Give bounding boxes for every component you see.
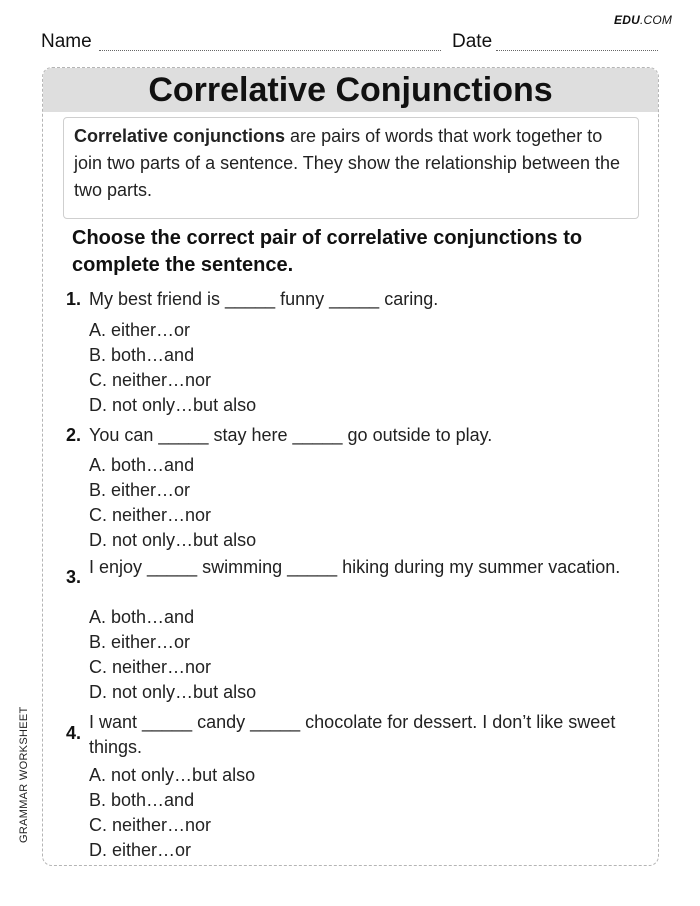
page-title: Correlative Conjunctions (148, 71, 553, 109)
answer-option[interactable]: D. not only…but also (89, 682, 257, 702)
answer-option[interactable]: D. not only…but also (89, 530, 257, 550)
question-text: My best friend is _____ funny _____ caring. (89, 289, 439, 309)
answer-option[interactable]: B. both…and (89, 345, 195, 365)
answer-option[interactable]: C. neither…nor (89, 657, 212, 677)
brand-logo (614, 13, 672, 27)
date-label: Date (452, 31, 493, 52)
question-text: I enjoy _____ swimming _____ hiking during my summer vacation. (89, 557, 621, 577)
intro-term: Correlative conjunctions (74, 126, 286, 146)
answer-option[interactable]: A. either…or (89, 320, 191, 340)
brand-suffix: .COM (639, 13, 673, 27)
brand-name: EDU (614, 13, 640, 27)
answer-option[interactable]: B. either…or (89, 632, 191, 652)
instruction-text: Choose the correct pair of correlative conjunctions to complete the sentence. (72, 227, 583, 276)
answer-option[interactable]: C. neither…nor (89, 505, 212, 525)
question-text: You can _____ stay here _____ go outside to play. (89, 425, 493, 445)
answer-option[interactable]: A. both…and (89, 455, 195, 475)
name-label: Name (41, 31, 92, 52)
question-number: 1. (66, 289, 82, 309)
question-number: 2. (66, 425, 82, 445)
date-field[interactable] (496, 50, 658, 51)
question-number: 4. (66, 723, 82, 743)
intro-box (63, 117, 639, 219)
name-field[interactable] (99, 50, 441, 51)
answer-option[interactable]: D. not only…but also (89, 395, 257, 415)
name-date-row (41, 30, 658, 54)
answer-option[interactable]: B. both…and (89, 790, 195, 810)
answer-option[interactable]: C. neither…nor (89, 370, 212, 390)
answer-option[interactable]: A. both…and (89, 607, 195, 627)
question-number: 3. (66, 567, 82, 587)
title-bar (43, 68, 658, 112)
answer-option[interactable]: A. not only…but also (89, 765, 256, 785)
answer-option[interactable]: B. either…or (89, 480, 191, 500)
question-text: I want _____ candy _____ chocolate for dessert. I don’t like sweet things. (89, 712, 616, 757)
intro-text: are pairs of words that work together to join two parts of a sentence. They show the relationship between the two parts. (74, 126, 621, 200)
side-label: GRAMMAR WORKSHEET (18, 706, 30, 843)
answer-option[interactable]: C. neither…nor (89, 815, 212, 835)
answer-option[interactable]: D. either…or (89, 840, 192, 860)
worksheet-card (42, 67, 659, 866)
